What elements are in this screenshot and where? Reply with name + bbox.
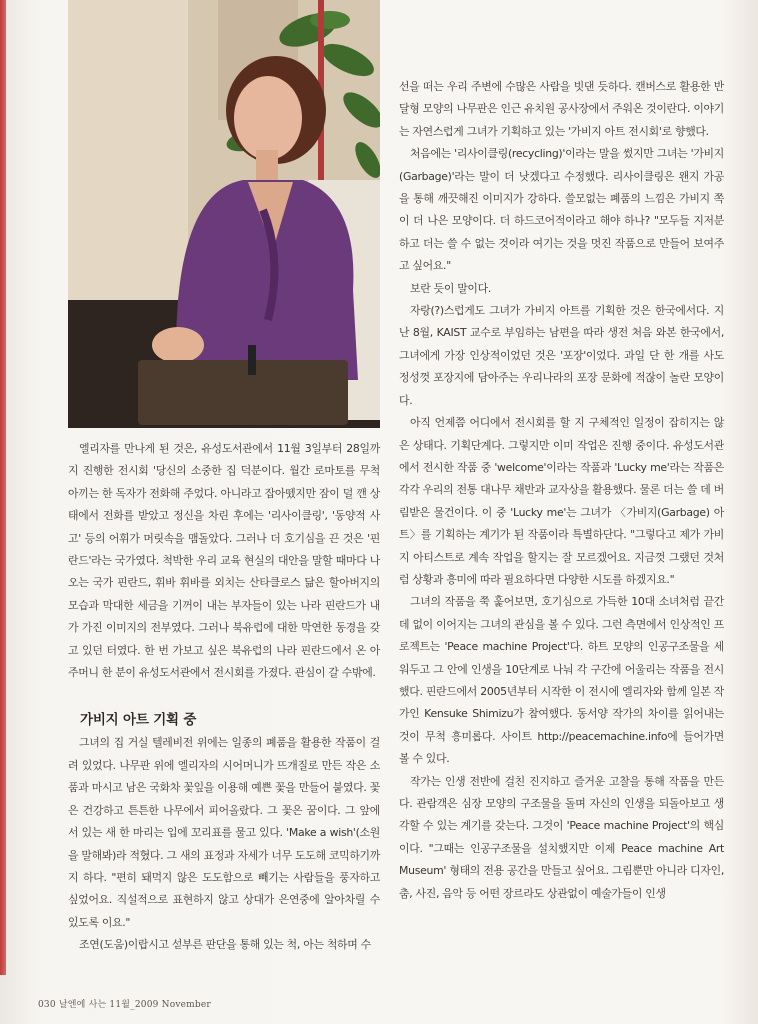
body-paragraph: 처음에는 '리사이클링(recycling)'이라는 말을 썼지만 그녀는 '가비지(Garbage)'라는 말이 더 낫겠다고 수정했다. 리사이클링은 왠지 가공을 통해 깨끗해진 이미지가 강하다. 쓸모없는 폐품의 느낌은 가비지 쪽이 더 나은 모양이다. 더 하드코어적이라고 해야 하나? "모두들 지저분하고 더는 쓸 수 없는 것이라 여기는 것을 멋진 작품으로 만들어 보여주고 싶어요." — [399, 147, 724, 273]
page-footer: 030 날엔에 사는 11월_2009 November — [38, 1000, 211, 1010]
section-heading: 가비지 아트 기획 중 — [80, 712, 197, 729]
body-paragraph: 보란 듯이 말이다. — [410, 281, 492, 295]
body-paragraph: 선을 떠는 우리 주변에 수많은 사람을 빗댄 듯하다. 캔버스로 활용한 반달형 모양의 나무판은 인근 유치원 공사장에서 주워온 것이란다. 이야기는 자연스럽게 그녀가 기획하고 있는 '가비지 아트 전시회'로 향했다. — [399, 80, 724, 138]
portrait-photo — [68, 0, 380, 428]
body-paragraph: 자랑(?)스럽게도 그녀가 가비지 아트를 기획한 것은 한국에서다. 지난 8월, KAIST 교수로 부임하는 남편을 따라 생전 처음 와본 한국에서, 그녀에게 가장 인상적이었던 것은 '포장'이었다. 과일 단 한 개를 사도 정성껏 포장지에 담아주는 우리나라의 포장 문화에 적잖이 놀란 모양이다. — [399, 304, 724, 407]
section-paragraph-continued: 조연(도움)이랍시고 섣부른 판단을 통해 있는 척, 아는 척하며 수 — [79, 938, 371, 952]
body-paragraph: 작가는 인생 전반에 걸친 진지하고 즐거운 고찰을 통해 작품을 만든다. 관람객은 심장 모양의 구조물을 돌며 자신의 인생을 되돌아보고 생각할 수 있는 계기를 갖는다. 그것이 'Peace machine Project'의 핵심이다. "그때는 인공구조물을 설치했지만 이제 Peace machine Art Museum' 형태의 전용 공간을 만들고 싶어요. 그림뿐만 아니라 디자인, 춤, 사진, 음악 등 어떤 장르라도 상관없이 예술가들이 인생 — [399, 774, 724, 900]
section-paragraph: 그녀의 집 거실 텔레비전 위에는 일종의 폐품을 활용한 작품이 걸려 있었다. 나무판 위에 엘리자의 시어머니가 뜨개질로 만든 작은 소품과 마시고 남은 국화차 꽃잎을 이용해 예쁜 꽃을 만들어 붙였다. 꽃은 건강하고 튼튼한 나무에서 피어올랐다. 그 꽃은 꿈이다. 그 앞에 서 있는 새 한 마리는 입에 꼬리표를 물고 있다. 'Make a wish'(소원을 말해봐)라 적혔다. 그 새의 표정과 자세가 너무 도도해 코믹하기까지 하다. "편히 돼먹지 않은 도도함으로 빼기는 사람들을 풍자하고 싶었어요. 직설적으로 표현하지 않고 상대가 은연중에 알아차릴 수 있도록 이요." — [68, 736, 380, 929]
body-paragraph: 아직 언제쯤 어디에서 전시회를 할 지 구체적인 일정이 잡히지는 않은 상태다. 기획단계다. 그렇지만 이미 작업은 진행 중이다. 유성도서관에서 전시한 작품 중 'welcome'이라는 작품과 'Lucky me'라는 작품은 각각 우리의 전통 대나무 채반과 교자상을 활용했다. 물론 더는 쓸 데 버림받은 물건이다. 이 중 'Lucky me'는 그녀가 〈가비지(Garbage) 아트〉를 기획하는 계기가 된 작품이라 특별하단다. "그렇다고 제가 가비지 아티스트로 계속 작업을 할지는 잘 모르겠어요. 지금껏 그랬던 것처럼 상황과 흥미에 따라 필요하다면 다양한 시도를 하겠지요." — [399, 416, 724, 586]
page-edge-accent — [0, 0, 6, 975]
body-paragraph: 그녀의 작품을 쭉 훑어보면, 호기심으로 가득한 10대 소녀처럼 끝간 데 없이 이어지는 그녀의 관심을 볼 수 있다. 그런 측면에서 인상적인 프로젝트는 'Peace machine Project'다. 하트 모양의 인공구조물을 세워두고 그 안에 인생을 10단계로 나눠 각 구간에 어울리는 작품을 전시했다. 핀란드에서 2005년부터 시작한 이 전시에 엘리자와 함께 일본 작가인 Kensuke Shimizu가 참여했다. 동서양 작가의 차이를 읽어내는 것이 무척 흥미롭다. 사이트 http://peacemachine.info에 들어가면 볼 수 있다. — [399, 595, 724, 766]
left-column — [68, 438, 380, 957]
intro-paragraph: 엘리자를 만나게 된 것은, 유성도서관에서 11월 3일부터 28일까지 진행한 전시회 '당신의 소중한 집 덕분이다. 월간 로마토를 무척 아끼는 한 독자가 전화해 주었다. 아니라고 잡아뗐지만 잠이 덜 깬 상태에서 전화를 받았고 정신을 차린 후에는 '리사이클링', '동양적 사고' 등의 어휘가 머릿속을 맴돌았다. 그러나 더 호기심을 끈 것은 '핀란드'라는 국가였다. 척박한 우리 교육 현실의 대안을 말할 때마다 나오는 국가 핀란드, 휘바 휘바를 외치는 산타클로스 닮은 할아버지의 모습과 막대한 세금을 기꺼이 내는 부자들이 있는 나라 핀란드가 내가 가진 이미지의 전부였다. 그러나 북유럽에 대한 막연한 동경을 갖고 있던 터였다. 한 번 가보고 싶은 북유럽의 나라 핀란드에서 온 아주머니 한 분이 유성도서관에서 전시회를 가졌다. 관심이 갈 수밖에. — [68, 442, 380, 680]
right-column — [399, 76, 724, 905]
portrait-illustration — [68, 0, 380, 428]
